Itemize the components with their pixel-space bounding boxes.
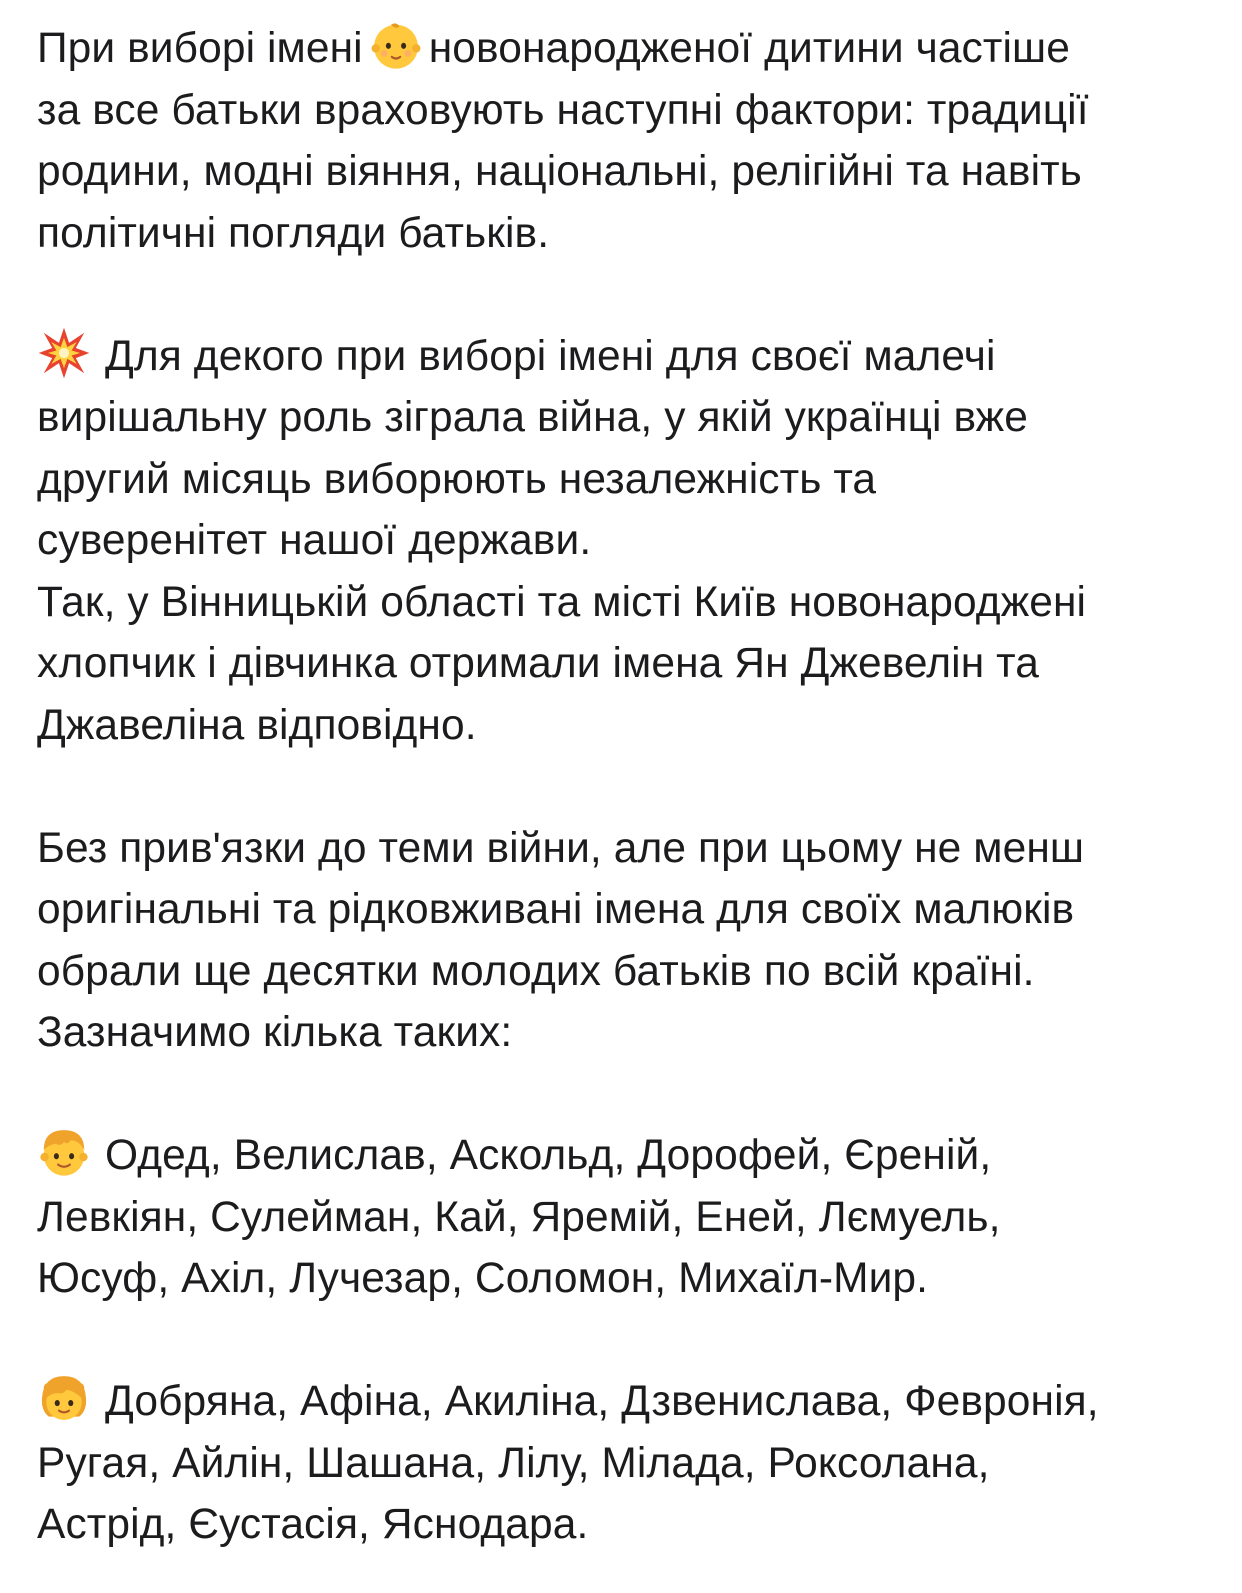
paragraph-girl-names [37, 1371, 1217, 1556]
paragraph-intro [37, 18, 1217, 264]
text-line: Астрід, Єустасія, Яснодара. [37, 1501, 589, 1548]
collision-icon [37, 326, 91, 380]
text-span: Одед, Велислав, Аскольд, Дорофей, Єреній, [105, 1132, 992, 1179]
text-line: хлопчик і дівчинка отримали імена Ян Джевелін та [37, 640, 1039, 687]
text-line: Юсуф, Ахіл, Лучезар, Соломон, Михаїл-Мир. [37, 1255, 929, 1302]
text-line: другий місяць виборюють незалежність та [37, 455, 877, 503]
text-line: Так, у Вінницькій області та місті Київ новонароджені [37, 578, 1087, 626]
text-line [37, 326, 1217, 388]
boy-icon [37, 1125, 91, 1179]
text-line: Джавеліна відповідно. [37, 701, 477, 749]
text-span: При виборі імені [37, 25, 363, 72]
text-line: родини, модні віяння, національні, релігійні та навіть [37, 148, 1082, 195]
text-line: обрали ще десятки молодих батьків по всій країні. [37, 947, 1035, 995]
paragraph-other-names [37, 818, 1217, 1064]
paragraph-boy-names [37, 1125, 1217, 1310]
paragraph-war-names [37, 326, 1217, 757]
text-line: вирішальну роль зіграла війна, у якій українці вже [37, 394, 1028, 441]
text-line: Левкіян, Сулейман, Кай, Яремій, Еней, Лємуель, [37, 1193, 1001, 1241]
text-line: оригінальні та рідковживані імена для своїх малюків [37, 886, 1075, 933]
text-line [37, 1125, 1217, 1187]
text-line: політичні погляди батьків. [37, 209, 550, 257]
baby-face-icon [369, 18, 423, 72]
girl-icon [37, 1371, 91, 1425]
post-body [37, 18, 1217, 1556]
text-line: Зазначимо кілька таких: [37, 1009, 513, 1056]
text-line: за все батьки враховують наступні фактори: традиції [37, 86, 1089, 134]
text-line [37, 1371, 1217, 1433]
text-line: суверенітет нашої держави. [37, 517, 592, 564]
text-span: Добряна, Афіна, Акиліна, Дзвенислава, Февронія, [105, 1378, 1099, 1425]
text-line: Ругая, Айлін, Шашана, Лілу, Мілада, Роксолана, [37, 1439, 990, 1487]
text-span: новонародженої дитини частіше [428, 25, 1070, 72]
text-span: Для декого при виборі імені для своєї малечі [105, 332, 996, 380]
text-line [37, 18, 1217, 80]
text-line: Без прив'язки до теми війни, але при цьому не менш [37, 824, 1085, 872]
